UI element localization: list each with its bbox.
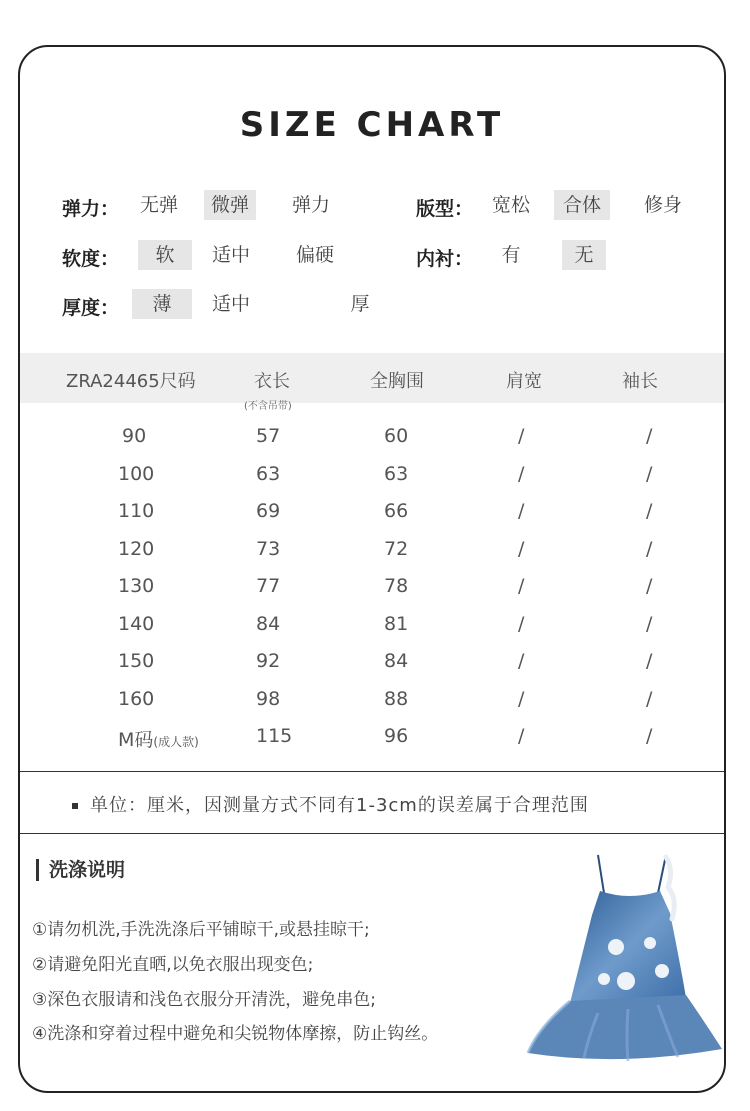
lining-label: 内衬：	[416, 248, 474, 270]
cell-chest: 81	[384, 613, 409, 635]
thickness-row	[62, 289, 370, 319]
header-size: ZRA24465尺码	[66, 371, 196, 392]
cell-shoulder: /	[518, 575, 525, 597]
cell-chest: 88	[384, 688, 409, 710]
size-table-header	[20, 353, 724, 403]
cell-chest: 60	[384, 425, 409, 447]
thickness-option-thin: 薄	[132, 289, 192, 319]
cell-length: 57	[256, 425, 281, 447]
cell-chest: 84	[384, 650, 409, 672]
fit-option-regular: 合体	[554, 190, 610, 220]
elasticity-row	[62, 190, 362, 220]
cell-size: 120	[118, 538, 155, 560]
cell-chest: 72	[384, 538, 409, 560]
softness-option-medium: 适中	[211, 244, 250, 266]
header-length: 衣长	[254, 371, 290, 392]
unit-note	[72, 791, 589, 817]
cell-size: 160	[118, 688, 155, 710]
bullet-icon	[72, 803, 78, 809]
softness-label: 软度：	[62, 248, 120, 270]
divider-top	[20, 771, 724, 772]
cell-sleeve: /	[646, 725, 653, 747]
table-row	[20, 650, 724, 680]
washing-item: ②请避免阳光直晒,以免衣服出现变色;	[32, 955, 314, 975]
cell-shoulder: /	[518, 425, 525, 447]
cell-length: 92	[256, 650, 281, 672]
size-chart-card	[18, 45, 726, 1093]
cell-shoulder: /	[518, 688, 525, 710]
cell-chest: 78	[384, 575, 409, 597]
table-row	[20, 425, 724, 455]
cell-length: 98	[256, 688, 281, 710]
cell-sleeve: /	[646, 500, 653, 522]
cell-size: 150	[118, 650, 155, 672]
table-row	[20, 613, 724, 643]
dress-image	[508, 853, 722, 1063]
cell-shoulder: /	[518, 650, 525, 672]
cell-sleeve: /	[646, 613, 653, 635]
lining-option-yes: 有	[501, 244, 521, 266]
table-row	[20, 725, 724, 755]
cell-shoulder: /	[518, 463, 525, 485]
elasticity-option-none: 无弹	[139, 194, 178, 216]
table-row	[20, 538, 724, 568]
lining-option-no: 无	[562, 240, 606, 270]
header-shoulder: 肩宽	[506, 371, 542, 392]
cell-size: 100	[118, 463, 155, 485]
cell-chest: 66	[384, 500, 409, 522]
page-title: SIZE CHART	[239, 105, 505, 145]
cell-sleeve: /	[646, 575, 653, 597]
header-sleeve: 袖长	[622, 371, 658, 392]
unit-note-text: 单位：厘米，因测量方式不同有1-3cm的误差属于合理范围	[90, 795, 589, 816]
cell-length: 69	[256, 500, 281, 522]
thickness-option-thick: 厚	[350, 293, 370, 315]
elasticity-label: 弹力：	[62, 198, 120, 220]
washing-item: ③深色衣服请和浅色衣服分开清洗，避免串色;	[32, 990, 376, 1010]
cell-size: M码(成人款)	[118, 729, 199, 751]
cell-sleeve: /	[646, 425, 653, 447]
cell-size: 90	[122, 425, 147, 447]
cell-length: 77	[256, 575, 281, 597]
header-chest: 全胸围	[370, 371, 424, 392]
table-row	[20, 500, 724, 530]
softness-option-hard: 偏硬	[295, 244, 334, 266]
cell-size: 110	[118, 500, 155, 522]
cell-shoulder: /	[518, 500, 525, 522]
washing-item: ④洗涤和穿着过程中避免和尖锐物体摩擦，防止钩丝。	[32, 1024, 439, 1044]
washing-item: ①请勿机洗,手洗洗涤后平铺晾干,或悬挂晾干;	[32, 920, 370, 940]
table-row	[20, 688, 724, 718]
fit-row	[416, 190, 716, 220]
table-row	[20, 575, 724, 605]
softness-option-soft: 软	[138, 240, 192, 270]
cell-chest: 96	[384, 725, 409, 747]
divider-bottom	[20, 833, 724, 834]
cell-length: 84	[256, 613, 281, 635]
thickness-label: 厚度：	[62, 297, 120, 319]
cell-sleeve: /	[646, 688, 653, 710]
cell-length: 115	[256, 725, 293, 747]
cell-length: 73	[256, 538, 281, 560]
size-note: (成人款)	[153, 735, 199, 749]
washing-title: 洗涤说明	[36, 859, 125, 881]
cell-size: 130	[118, 575, 155, 597]
cell-sleeve: /	[646, 650, 653, 672]
cell-sleeve: /	[646, 538, 653, 560]
fit-option-slim: 修身	[643, 194, 682, 216]
lining-row	[416, 240, 716, 270]
cell-chest: 63	[384, 463, 409, 485]
thickness-option-medium: 适中	[211, 293, 250, 315]
softness-row	[62, 240, 362, 270]
elasticity-option-slight: 微弹	[204, 190, 256, 220]
cell-shoulder: /	[518, 538, 525, 560]
cell-shoulder: /	[518, 613, 525, 635]
elasticity-option-elastic: 弹力	[291, 194, 330, 216]
table-row	[20, 463, 724, 493]
cell-length: 63	[256, 463, 281, 485]
cell-size: 140	[118, 613, 155, 635]
length-note: (不含吊带)	[244, 401, 292, 412]
fit-option-loose: 宽松	[491, 194, 530, 216]
fit-label: 版型：	[416, 198, 474, 220]
cell-shoulder: /	[518, 725, 525, 747]
cell-sleeve: /	[646, 463, 653, 485]
